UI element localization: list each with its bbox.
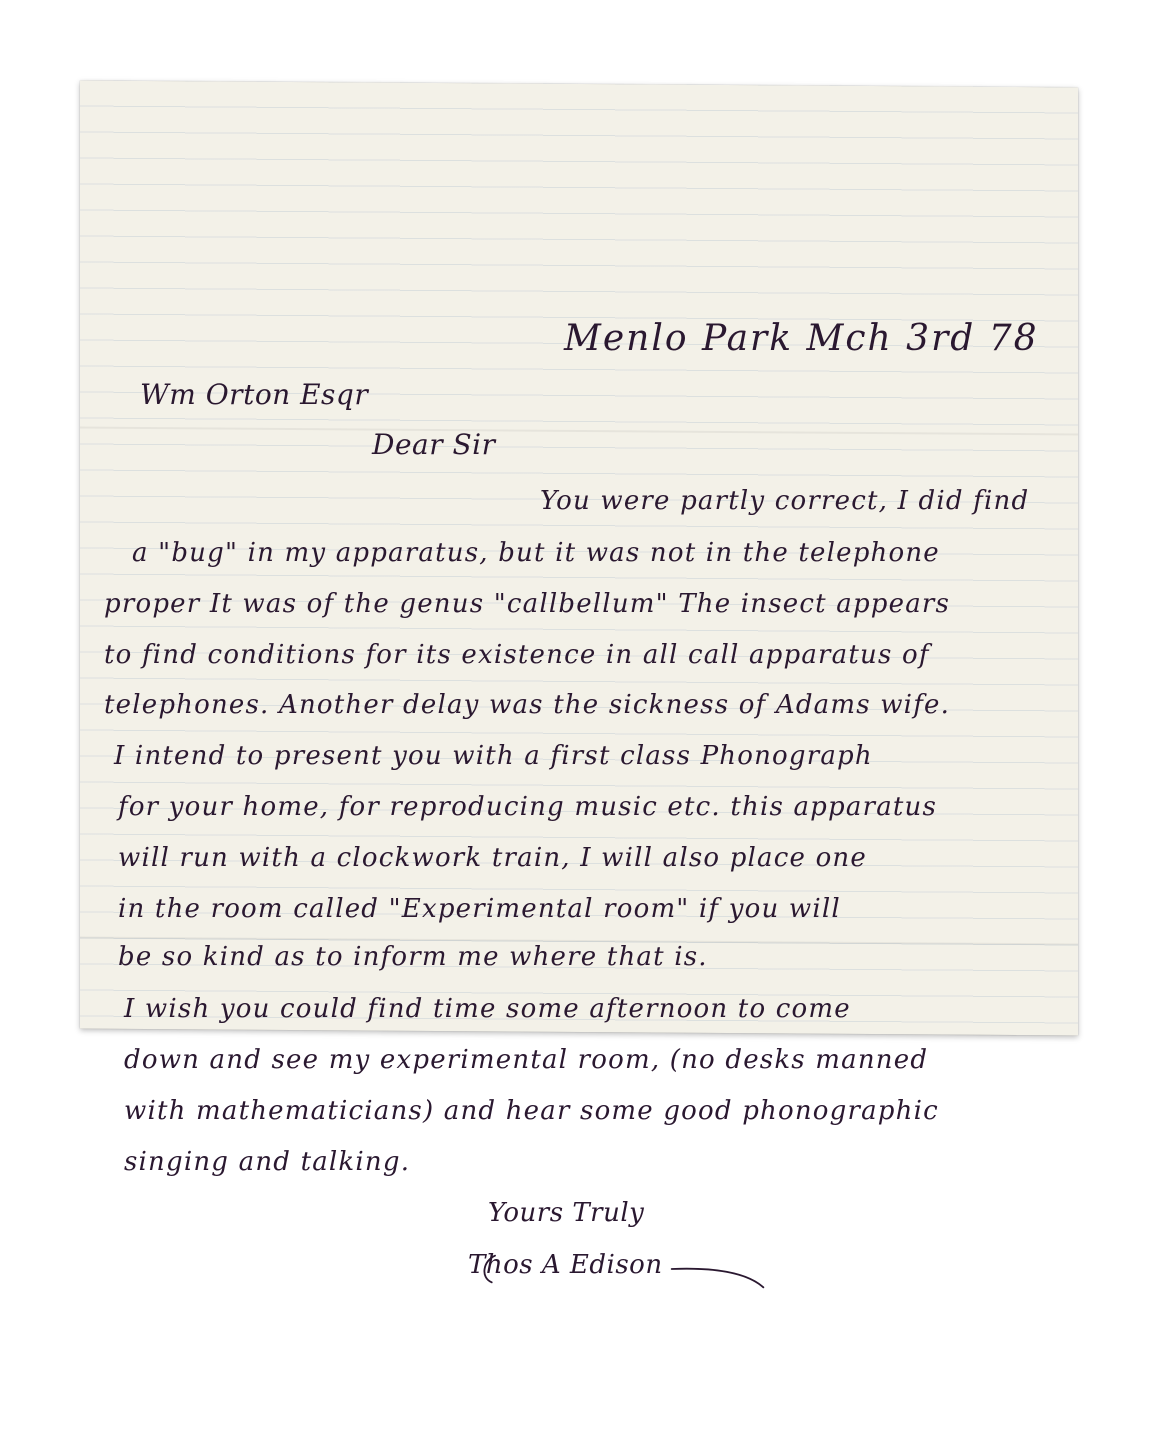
letter-signature: Thos A Edison bbox=[468, 1250, 663, 1280]
letter-line: telephones. Another delay was the sickness of Adams wife. bbox=[104, 690, 951, 720]
letter-line: a "bug" in my apparatus, but it was not in the telephone bbox=[132, 538, 940, 568]
letter-line: to find conditions for its existence in all call apparatus of bbox=[104, 640, 930, 670]
letter-closing: Yours Truly bbox=[488, 1198, 645, 1228]
letter-salutation: Dear Sir bbox=[372, 428, 496, 461]
letter-line: I wish you could find time some afternoon to come bbox=[124, 994, 851, 1024]
letter-line: You were partly correct, I did find bbox=[540, 486, 1030, 516]
signature-flourish bbox=[450, 1244, 810, 1294]
letter-line: for your home, for reproducing music etc. this apparatus bbox=[118, 792, 938, 822]
letter-addressee: Wm Orton Esqr bbox=[140, 378, 369, 411]
letter-line: I intend to present you with a first class Phonograph bbox=[114, 741, 873, 771]
letter-line: be so kind as to inform me where that is. bbox=[118, 942, 708, 972]
letter-dateline: Menlo Park Mch 3rd 78 bbox=[564, 318, 1039, 359]
letter-line: down and see my experimental room, (no desks manned bbox=[124, 1045, 929, 1075]
paper-fold bbox=[80, 427, 1078, 436]
letter-line: with mathematicians) and hear some good phonographic bbox=[124, 1096, 939, 1126]
letter-line: proper It was of the genus "callbellum" The insect appears bbox=[104, 589, 951, 619]
letter-line: singing and talking. bbox=[124, 1147, 411, 1177]
letter-line: in the room called "Experimental room" if you will bbox=[118, 894, 841, 924]
letter-line: will run with a clockwork train, I will also place one bbox=[118, 843, 867, 873]
